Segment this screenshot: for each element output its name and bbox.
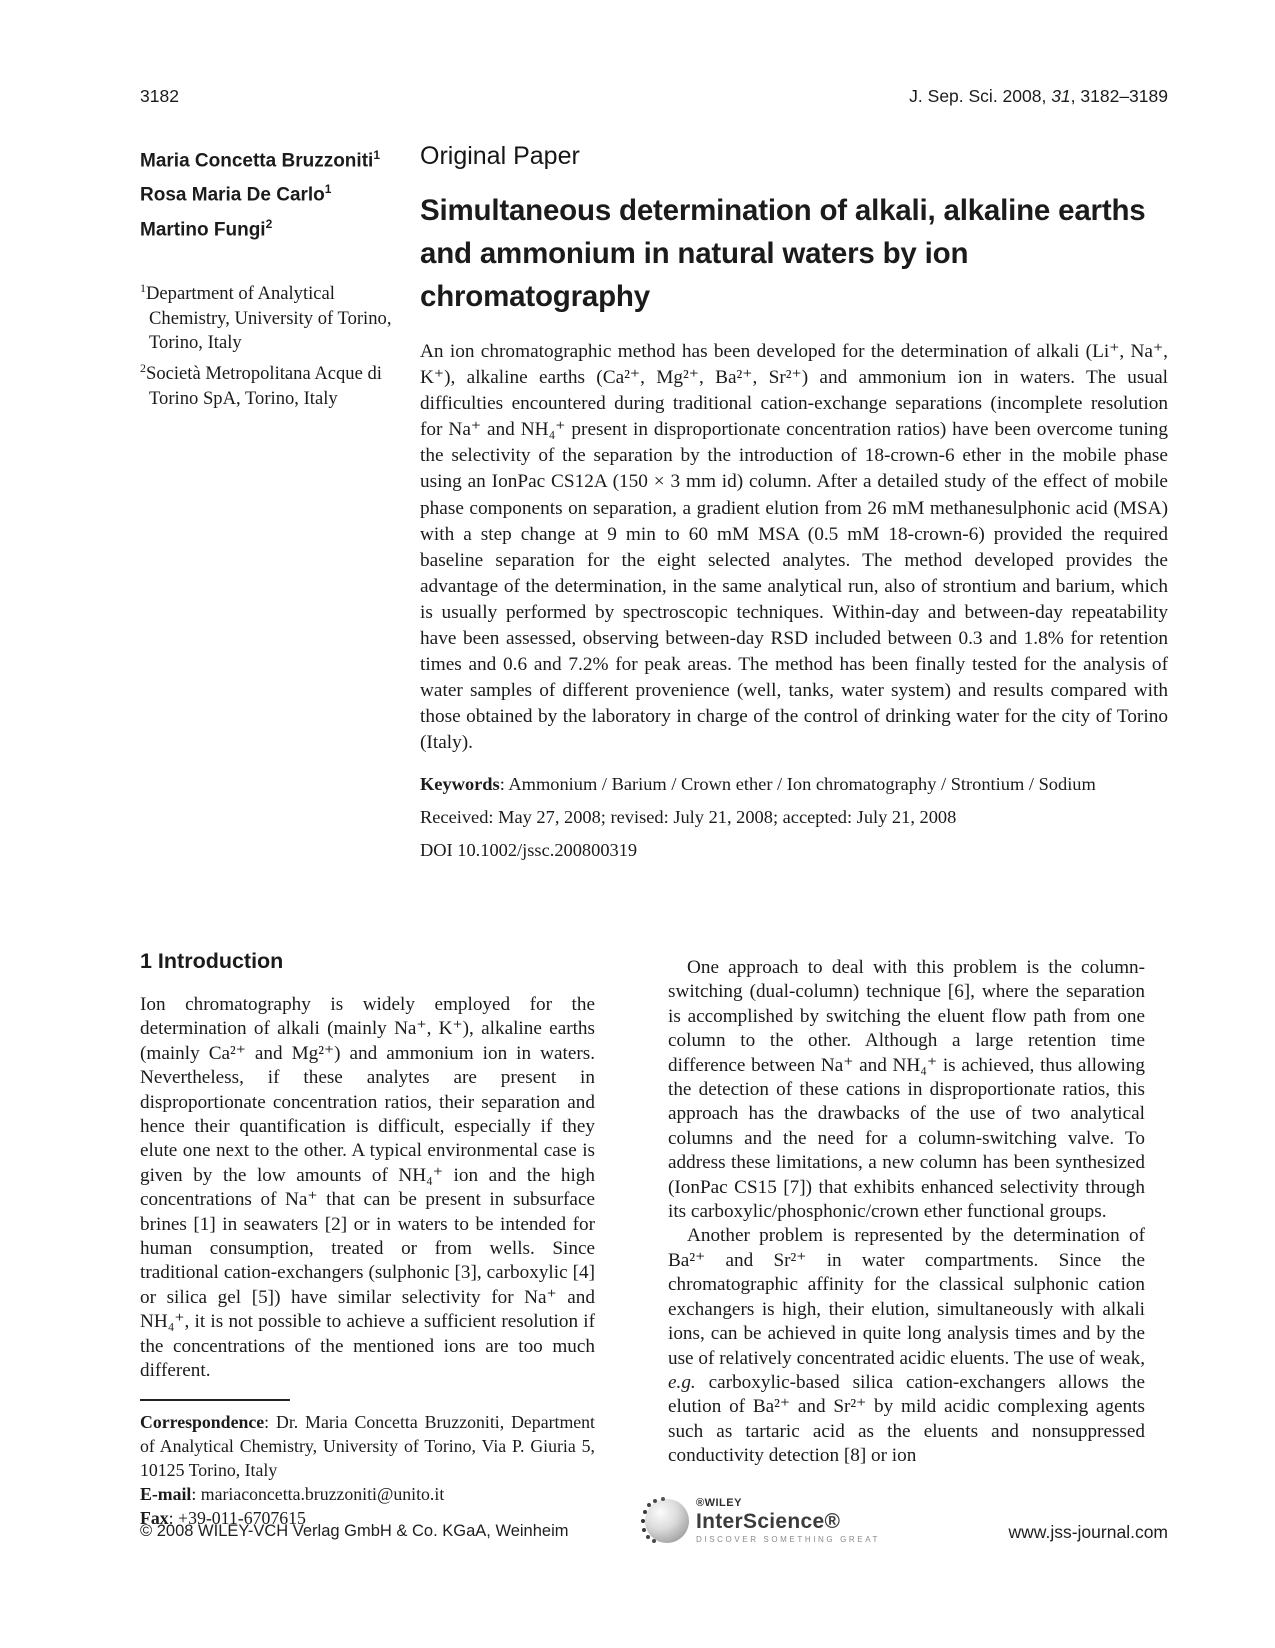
wiley-sphere-icon	[645, 1499, 689, 1543]
body-paragraph	[668, 1224, 1145, 1468]
affiliation	[140, 356, 408, 411]
article-title: Simultaneous determination of alkali, alkaline earths and ammonium in natural waters by ion chromatography	[420, 194, 1146, 313]
wiley-wordmark: ®WILEY	[696, 1497, 742, 1509]
abstract: An ion chromatographic method has been developed for the determination of alkali (Li⁺, Na⁺, K⁺), alkaline earths (Ca²⁺, Mg²⁺, Ba²⁺, Sr²⁺) and ammonium ion in waters. The usual difficulties encountered during traditional cation-exchange separations (incomplete resolution for Na⁺ and NH₄⁺ present in disproportionate concentration ratios) have been overcome tuning the selectivity of the separation by the introduction of 18-crown-6 ether in the mobile phase using an IonPac CS12A (150 × 3 mm id) column. After a detailed study of the effect of mobile phase components on separation, a gradient elution from 26 mM methanesulphonic acid (MSA) with a step change at 9 min to 60 mM MSA (0.5 mM 18-crown-6) provided the required baseline separation for the eight selected analytes. The method developed provides the advantage of the determination, in the same analytical run, also of strontium and barium, which is usually performed by spectroscopic techniques. Within-day and between-day repeatability have been assessed, observing between-day RSD included between 0.3 and 1.8% for retention times and 0.6 and 7.2% for peak areas. The method has been finally tested for the analysis of water samples of different provenience (well, tanks, water system) and results compared with those obtained by the laboratory in charge of the control of drinking water for the city of Torino (Italy).	[420, 341, 1168, 754]
interscience-logo-text	[696, 1498, 880, 1544]
correspondence-label: Correspondence	[140, 1411, 265, 1432]
article-type-label: Original Paper	[420, 142, 580, 170]
fax-label: Fax	[140, 1507, 169, 1528]
journal-ref-volume: 31	[1051, 86, 1071, 106]
interscience-tagline: DISCOVER SOMETHING GREAT	[696, 1535, 881, 1544]
author-affiliation-mark: 2	[265, 216, 273, 231]
interscience-wordmark: InterScience®	[696, 1510, 841, 1533]
author-name-text: Maria Concetta Bruzzoniti	[140, 150, 374, 172]
author-name	[140, 141, 408, 175]
received-line: Received: May 27, 2008; revised: July 21, 2008; accepted: July 21, 2008	[420, 806, 957, 827]
body-column-left	[140, 948, 595, 1530]
affiliation-mark: 1	[140, 280, 146, 295]
article-head	[420, 142, 1168, 862]
page-number: 3182	[140, 86, 179, 106]
keywords-label: Keywords	[420, 773, 500, 794]
intro-paragraph: Ion chromatography is widely employed for the determination of alkali (mainly Na⁺, K⁺), alkaline earths (mainly Ca²⁺ and Mg²⁺) and ammonium ion in waters. Nevertheless, if these analytes are present in disproportionate concentration ratios, their separation and hence their quantification is difficult, especially if they elute one next to the other. A typical environmental case is given by the low amounts of NH₄⁺ ion and the high concentrations of Na⁺ that can be present in subsurface brines [1] in seawaters [2] or in waters to be intended for human consumption, treated or from wells. Since traditional cation-exchangers (sulphonic [3], carboxylic [4] or silica gel [5]) have similar selectivity for Na⁺ and NH₄⁺, it is not possible to achieve a sufficient resolution if the concentrations of the mentioned ions are too much different.	[140, 994, 595, 1382]
correspondence-block	[140, 1410, 595, 1530]
author-name	[140, 175, 408, 209]
author-name-text: Martino Fungi	[140, 218, 266, 240]
author-affiliation-mark: 1	[373, 148, 380, 162]
journal-ref-pages: , 3182–3189	[1070, 86, 1168, 106]
body-paragraph-text: carboxylic-based silica cation-exchangers allows the elution of Ba²⁺ and Sr²⁺ by mild acidic complexing agents such as tartaric acid as the eluents and nonsuppressed conductivity detection [8] or ion	[668, 1371, 1145, 1467]
copyright-line: © 2008 WILEY-VCH Verlag GmbH & Co. KGaA, Weinheim	[140, 1522, 569, 1540]
interscience-logo	[645, 1498, 880, 1544]
keywords-text: : Ammonium / Barium / Crown ether / Ion chromatography / Strontium / Sodium	[499, 773, 1096, 794]
body-paragraph-text: Another problem is represented by the determination of Ba²⁺ and Sr²⁺ in water compartments. Since the chromatographic affinity for the classical sulphonic cation exchangers is high, their elution, simultaneously with alkali ions, can be achieved in quite long analysis times and by the use of relatively concentrated acidic eluents. The use of weak,	[668, 1225, 1145, 1369]
journal-url: www.jss-journal.com	[1008, 1522, 1168, 1542]
author-affiliation-mark: 1	[324, 182, 332, 197]
email-text: : mariaconcetta.bruzzoniti@unito.it	[191, 1483, 445, 1504]
body-paragraph: One approach to deal with this problem is the column-switching (dual-column) technique [6], where the separation is accomplished by switching the eluent flow path from one column to the other. Although a large retention time difference between Na⁺ and NH₄⁺ is achieved, thus allowing the detection of these cations in disproportionate ratios, this approach has the drawbacks of the use of two analytical columns and the need for a column-switching valve. To address these limitations, a new column has been synthesized (IonPac CS15 [7]) that exhibits enhanced selectivity through its carboxylic/phosphonic/crown ether functional groups.	[668, 957, 1145, 1223]
correspondence-footnote	[140, 1399, 595, 1530]
keywords-line	[420, 772, 1168, 796]
footnote-rule	[140, 1399, 290, 1401]
doi-line: DOI 10.1002/jssc.200800319	[420, 839, 638, 860]
email-label: E-mail	[140, 1483, 192, 1504]
affiliation	[140, 276, 408, 356]
fax-text: : +39-011-6707615	[168, 1507, 306, 1528]
author-block	[140, 141, 408, 411]
email-line	[140, 1482, 595, 1506]
page-header	[140, 86, 1168, 107]
author-name-text: Rosa Maria De Carlo	[140, 184, 325, 206]
journal-ref-prefix: J. Sep. Sci. 2008,	[909, 86, 1052, 106]
affiliation-list	[140, 276, 408, 411]
section-heading-introduction: 1 Introduction	[140, 949, 284, 973]
body-column-right	[668, 948, 1145, 1469]
journal-ref	[909, 86, 1168, 107]
correspondence-text: : Dr. Maria Concetta Bruzzoniti, Department of Analytical Chemistry, University of Torino, Via P. Giuria 5, 10125 Torino, Italy	[140, 1411, 595, 1480]
body-paragraph-italic: e.g.	[668, 1371, 696, 1393]
affiliation-text: Department of Analytical Chemistry, University of Torino, Torino, Italy	[146, 283, 392, 354]
correspondence-line	[140, 1410, 595, 1482]
affiliation-mark: 2	[140, 360, 146, 375]
affiliation-text: Società Metropolitana Acque di Torino SpA, Torino, Italy	[146, 363, 382, 409]
author-name	[140, 210, 408, 244]
